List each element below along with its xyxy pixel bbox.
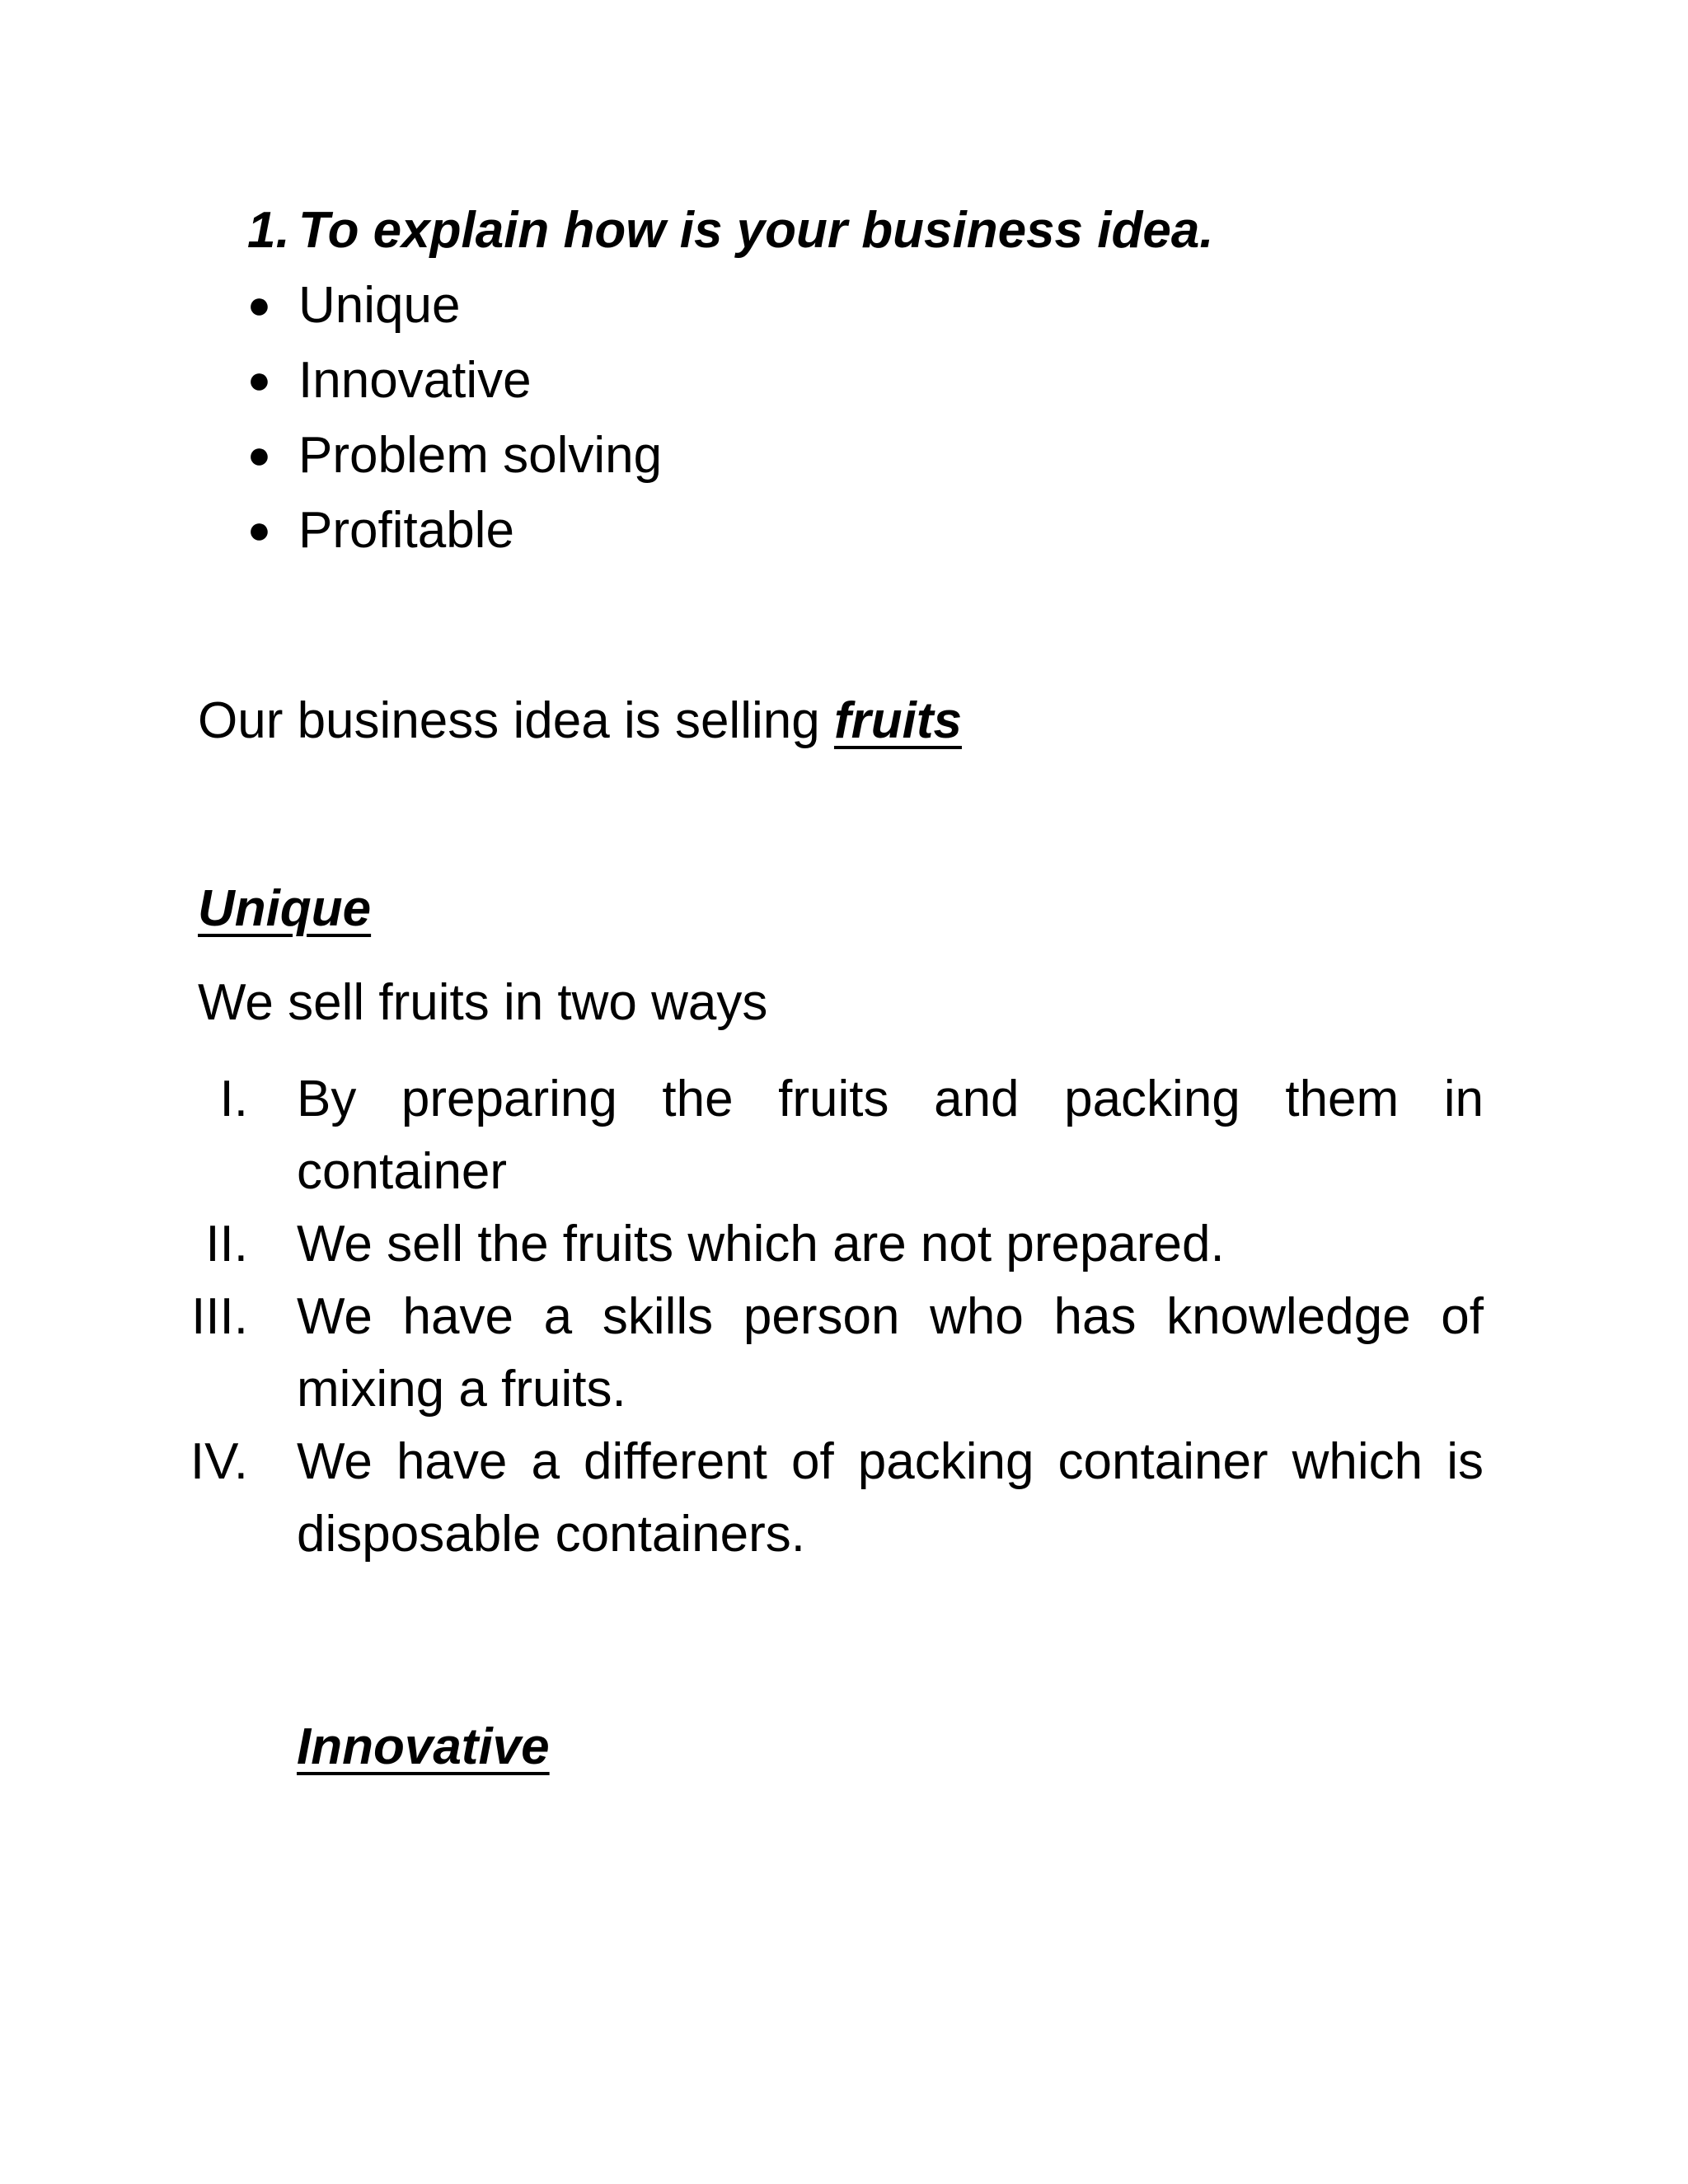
list-text: By preparing the fruits and packing them in container <box>297 1071 1484 1200</box>
list-numeral: II. <box>205 1216 248 1272</box>
numbered-heading <box>247 198 1214 264</box>
bullet-text: Unique <box>298 277 461 334</box>
bullet-item <box>247 498 514 564</box>
bullet-item <box>247 273 460 339</box>
bullet-icon: ● <box>247 434 271 477</box>
bullet-item <box>247 348 532 414</box>
heading-number: 1. <box>247 202 290 259</box>
list-text: We sell the fruits which are not prepared. <box>297 1216 1225 1272</box>
bullet-text: Profitable <box>298 502 514 559</box>
intro-prefix: Our business idea is selling <box>198 692 834 749</box>
list-numeral: IV. <box>190 1433 248 1490</box>
bullet-text: Innovative <box>298 352 532 409</box>
bullet-icon: ● <box>247 284 271 327</box>
bullet-item <box>247 423 662 489</box>
innovative-heading: Innovative <box>297 1718 550 1775</box>
bullet-icon: ● <box>247 509 271 552</box>
unique-heading: Unique <box>198 880 372 937</box>
heading-text: To explain how is your business idea. <box>298 202 1214 259</box>
intro-emphasis: fruits <box>833 692 962 749</box>
unique-lead: We sell fruits in two ways <box>198 974 768 1031</box>
intro-paragraph <box>198 688 962 754</box>
bullet-text: Problem solving <box>298 427 663 484</box>
list-numeral: III. <box>191 1288 248 1345</box>
bullet-icon: ● <box>247 359 271 402</box>
list-text: We have a different of packing container which is disposable containers. <box>297 1433 1484 1563</box>
list-numeral: I. <box>219 1071 248 1127</box>
list-text: We have a skills person who has knowledge of mixing a fruits. <box>297 1288 1484 1418</box>
